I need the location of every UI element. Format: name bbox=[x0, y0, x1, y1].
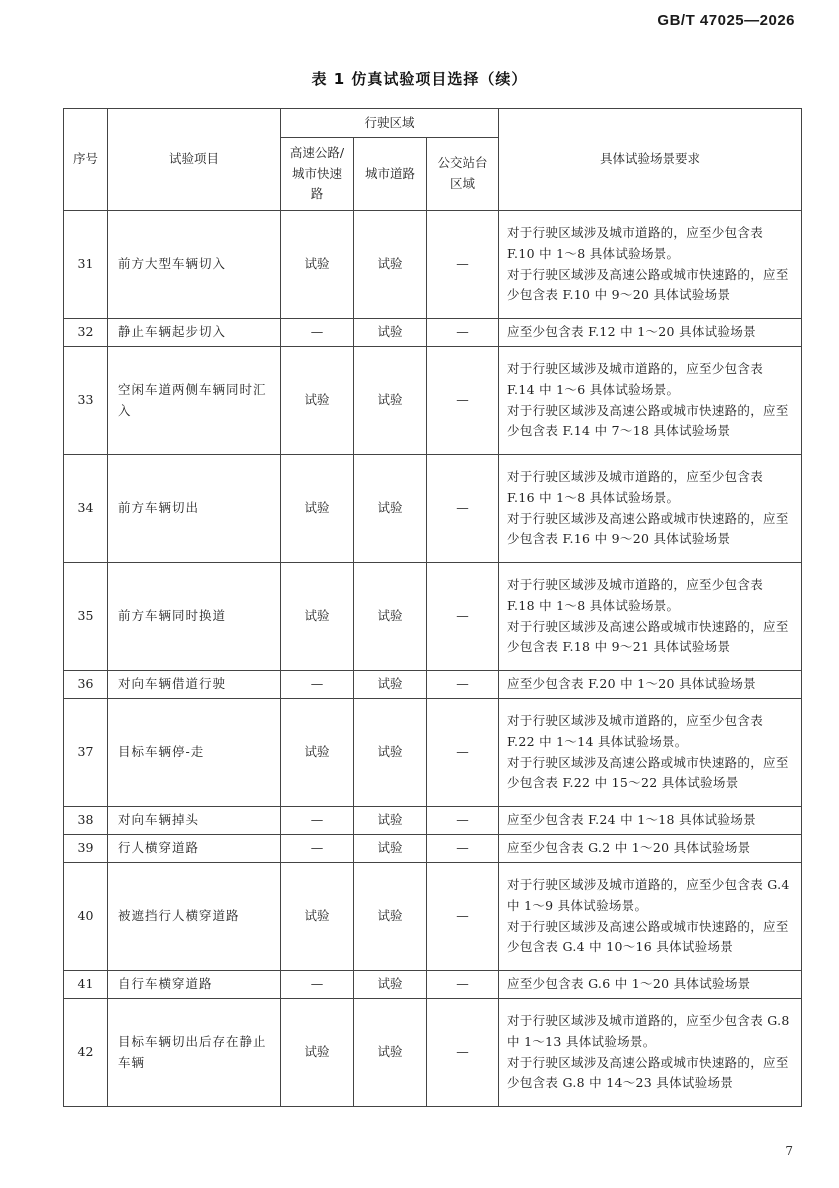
row-bus-value: — bbox=[427, 699, 499, 807]
row-seq: 31 bbox=[64, 211, 108, 319]
row-requirement bbox=[499, 211, 802, 319]
row-bus-value: — bbox=[427, 999, 499, 1107]
requirement-line: 应至少包含表 G.2 中 1～20 具体试验场景 bbox=[507, 840, 751, 856]
row-item-name: 对向车辆借道行驶 bbox=[108, 671, 281, 699]
header-bus: 公交站台区域 bbox=[427, 138, 499, 211]
row-bus-value: — bbox=[427, 807, 499, 835]
table-row bbox=[64, 563, 802, 671]
row-seq: 39 bbox=[64, 835, 108, 863]
requirement-line: 应至少包含表 F.12 中 1～20 具体试验场景 bbox=[507, 324, 756, 340]
row-highway-value: — bbox=[281, 835, 354, 863]
table-row bbox=[64, 971, 802, 999]
row-urban-value: 试验 bbox=[354, 319, 427, 347]
row-seq: 34 bbox=[64, 455, 108, 563]
row-bus-value: — bbox=[427, 319, 499, 347]
row-bus-value: — bbox=[427, 671, 499, 699]
requirement-line: 对于行驶区域涉及高速公路或城市快速路的，应至少包含表 F.18 中 9～21 具体试验场景 bbox=[507, 618, 789, 655]
row-seq: 42 bbox=[64, 999, 108, 1107]
table-row bbox=[64, 347, 802, 455]
row-bus-value: — bbox=[427, 863, 499, 971]
row-requirement bbox=[499, 807, 802, 835]
row-requirement bbox=[499, 563, 802, 671]
row-bus-value: — bbox=[427, 563, 499, 671]
row-bus-value: — bbox=[427, 455, 499, 563]
row-highway-value: 试验 bbox=[281, 863, 354, 971]
requirement-line: 对于行驶区域涉及城市道路的，应至少包含表 G.8 中 1～13 具体试验场景。 bbox=[507, 1013, 790, 1049]
row-urban-value: 试验 bbox=[354, 671, 427, 699]
requirement-line: 对于行驶区域涉及城市道路的，应至少包含表 F.10 中 1～8 具体试验场景。 bbox=[507, 225, 764, 261]
row-requirement bbox=[499, 999, 802, 1107]
test-item-table bbox=[63, 108, 802, 1107]
row-requirement bbox=[499, 347, 802, 455]
row-bus-value: — bbox=[427, 347, 499, 455]
row-item-name: 前方车辆切出 bbox=[108, 455, 281, 563]
row-item-name: 行人横穿道路 bbox=[108, 835, 281, 863]
row-urban-value: 试验 bbox=[354, 807, 427, 835]
row-highway-value: — bbox=[281, 807, 354, 835]
requirement-line: 对于行驶区域涉及城市道路的，应至少包含表 F.22 中 1～14 具体试验场景。 bbox=[507, 713, 764, 749]
row-urban-value: 试验 bbox=[354, 699, 427, 807]
row-seq: 35 bbox=[64, 563, 108, 671]
row-urban-value: 试验 bbox=[354, 971, 427, 999]
row-highway-value: — bbox=[281, 671, 354, 699]
row-highway-value: 试验 bbox=[281, 211, 354, 319]
row-urban-value: 试验 bbox=[354, 999, 427, 1107]
requirement-line: 对于行驶区域涉及城市道路的，应至少包含表 F.16 中 1～8 具体试验场景。 bbox=[507, 469, 764, 505]
requirement-line: 对于行驶区域涉及城市道路的，应至少包含表 G.4 中 1～9 具体试验场景。 bbox=[507, 877, 790, 913]
requirement-line: 对于行驶区域涉及高速公路或城市快速路的，应至少包含表 F.14 中 7～18 具体试验场景 bbox=[507, 402, 789, 439]
row-urban-value: 试验 bbox=[354, 211, 427, 319]
row-highway-value: 试验 bbox=[281, 999, 354, 1107]
row-requirement bbox=[499, 863, 802, 971]
row-seq: 40 bbox=[64, 863, 108, 971]
requirement-line: 对于行驶区域涉及高速公路或城市快速路的，应至少包含表 G.4 中 10～16 具体试验场景 bbox=[507, 918, 789, 955]
row-highway-value: 试验 bbox=[281, 563, 354, 671]
row-item-name: 前方大型车辆切入 bbox=[108, 211, 281, 319]
row-seq: 36 bbox=[64, 671, 108, 699]
requirement-line: 对于行驶区域涉及高速公路或城市快速路的，应至少包含表 F.16 中 9～20 具体试验场景 bbox=[507, 510, 789, 547]
row-item-name: 目标车辆切出后存在静止车辆 bbox=[108, 999, 281, 1107]
row-urban-value: 试验 bbox=[354, 563, 427, 671]
table-row bbox=[64, 999, 802, 1107]
table-row bbox=[64, 863, 802, 971]
table-body bbox=[64, 211, 802, 1107]
standard-code: GB/T 47025—2026 bbox=[657, 12, 795, 29]
row-highway-value: — bbox=[281, 319, 354, 347]
row-requirement bbox=[499, 971, 802, 999]
header-seq: 序号 bbox=[64, 109, 108, 211]
requirement-line: 应至少包含表 G.6 中 1～20 具体试验场景 bbox=[507, 976, 751, 992]
table-title: 表 1 仿真试验项目选择（续） bbox=[311, 70, 528, 88]
row-item-name: 对向车辆掉头 bbox=[108, 807, 281, 835]
row-bus-value: — bbox=[427, 835, 499, 863]
row-seq: 37 bbox=[64, 699, 108, 807]
table-row bbox=[64, 835, 802, 863]
row-requirement bbox=[499, 835, 802, 863]
requirement-line: 对于行驶区域涉及高速公路或城市快速路的，应至少包含表 G.8 中 14～23 具体试验场景 bbox=[507, 1054, 789, 1091]
requirement-line: 应至少包含表 F.24 中 1～18 具体试验场景 bbox=[507, 812, 756, 828]
row-requirement bbox=[499, 671, 802, 699]
requirement-line: 对于行驶区域涉及高速公路或城市快速路的，应至少包含表 F.22 中 15～22 具体试验场景 bbox=[507, 754, 789, 791]
table-row bbox=[64, 211, 802, 319]
test-item-table-wrapper bbox=[63, 108, 801, 1112]
row-seq: 32 bbox=[64, 319, 108, 347]
row-requirement bbox=[499, 319, 802, 347]
row-urban-value: 试验 bbox=[354, 455, 427, 563]
row-item-name: 被遮挡行人横穿道路 bbox=[108, 863, 281, 971]
row-urban-value: 试验 bbox=[354, 347, 427, 455]
header-urban: 城市道路 bbox=[354, 138, 427, 211]
row-bus-value: — bbox=[427, 971, 499, 999]
table-row bbox=[64, 807, 802, 835]
page-number: 7 bbox=[785, 1144, 793, 1158]
row-urban-value: 试验 bbox=[354, 863, 427, 971]
requirement-line: 对于行驶区域涉及高速公路或城市快速路的，应至少包含表 F.10 中 9～20 具体试验场景 bbox=[507, 266, 789, 303]
header-requirement: 具体试验场景要求 bbox=[499, 109, 802, 211]
row-item-name: 静止车辆起步切入 bbox=[108, 319, 281, 347]
table-row bbox=[64, 319, 802, 347]
row-requirement bbox=[499, 455, 802, 563]
row-seq: 41 bbox=[64, 971, 108, 999]
table-row bbox=[64, 699, 802, 807]
row-highway-value: 试验 bbox=[281, 455, 354, 563]
table-row bbox=[64, 671, 802, 699]
row-urban-value: 试验 bbox=[354, 835, 427, 863]
row-item-name: 目标车辆停-走 bbox=[108, 699, 281, 807]
requirement-line: 对于行驶区域涉及城市道路的，应至少包含表 F.18 中 1～8 具体试验场景。 bbox=[507, 577, 764, 613]
row-item-name: 自行车横穿道路 bbox=[108, 971, 281, 999]
row-bus-value: — bbox=[427, 211, 499, 319]
row-highway-value: 试验 bbox=[281, 347, 354, 455]
header-area-group: 行驶区域 bbox=[281, 109, 499, 138]
requirement-line: 对于行驶区域涉及城市道路的，应至少包含表 F.14 中 1～6 具体试验场景。 bbox=[507, 361, 764, 397]
requirement-line: 应至少包含表 F.20 中 1～20 具体试验场景 bbox=[507, 676, 756, 692]
header-item: 试验项目 bbox=[108, 109, 281, 211]
table-row bbox=[64, 455, 802, 563]
row-item-name: 空闲车道两侧车辆同时汇入 bbox=[108, 347, 281, 455]
row-seq: 38 bbox=[64, 807, 108, 835]
row-highway-value: — bbox=[281, 971, 354, 999]
row-requirement bbox=[499, 699, 802, 807]
row-highway-value: 试验 bbox=[281, 699, 354, 807]
row-seq: 33 bbox=[64, 347, 108, 455]
row-item-name: 前方车辆同时换道 bbox=[108, 563, 281, 671]
header-highway: 高速公路/城市快速路 bbox=[281, 138, 354, 211]
